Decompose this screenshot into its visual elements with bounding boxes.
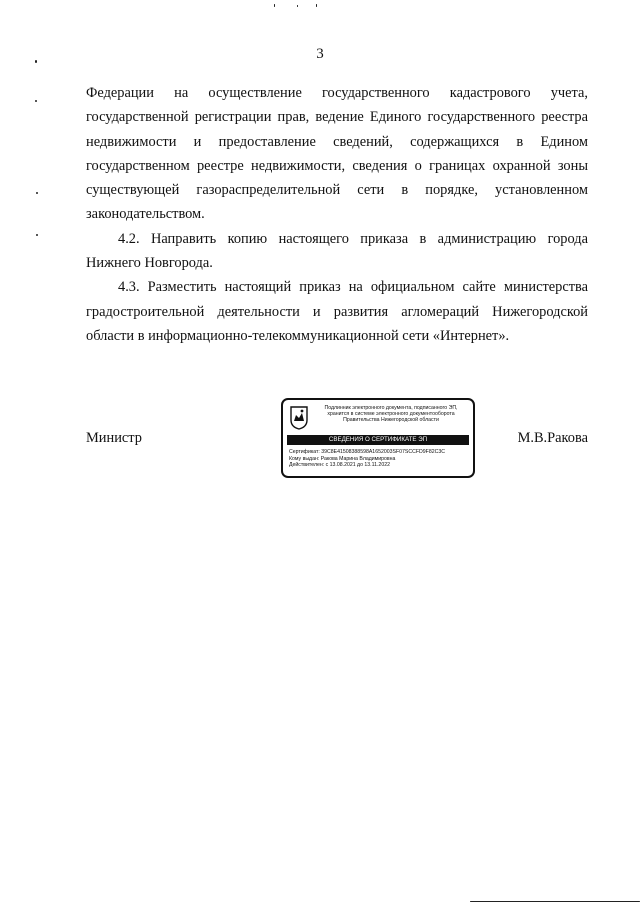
certificate-owner: Кому выдан: Ракова Марина Владимировна <box>289 455 396 462</box>
page-number: 3 <box>316 46 324 62</box>
paragraph-4-2: 4.2. Направить копию настоящего приказа в администрацию города Нижнего Новгорода. <box>86 230 588 272</box>
certificate-number: Сертификат: 39C8E41508388598A1652003SF07SCCFD9F82C3C <box>289 449 445 455</box>
certificate-validity: Действителен: с 13.08.2021 до 13.11.2022 <box>289 462 390 469</box>
scan-edge <box>470 901 640 902</box>
stamp-header-line: Подлинник электронного документа, подписанного ЭП, <box>324 405 458 411</box>
scan-mark <box>36 192 38 194</box>
scan-mark <box>274 4 275 7</box>
scan-mark <box>35 100 37 102</box>
stamp-details <box>289 449 473 469</box>
scan-mark <box>36 234 38 236</box>
coat-of-arms-icon <box>290 406 308 430</box>
document-body <box>86 81 588 348</box>
paragraph-4-3: 4.3. Разместить настоящий приказ на официальном сайте министерства градостроительной деятельности и развития агломераций Нижегородской области в информационно-телекоммуникационной сети «Интернет». <box>86 279 588 344</box>
signer-position: Министр <box>86 430 142 446</box>
scan-mark <box>316 4 317 7</box>
paragraph-continuation: Федерации на осуществление государственного кадастрового учета, государственной регистрации прав, ведение Единого государственного реестра недвижимости и предоставление сведений, содержащихся в Едином государственном реестре недвижимости, сведения о границах охранной зоны существующей газораспределительной сети в порядке, установленном законодательством. <box>86 85 588 223</box>
stamp-header-line: хранится в системе электронного документооборота <box>327 411 455 418</box>
scan-mark <box>35 60 37 63</box>
signer-name: М.В.Ракова <box>517 430 588 446</box>
scan-mark <box>297 5 298 7</box>
stamp-header <box>311 405 471 424</box>
stamp-certificate-title: СВЕДЕНИЯ О СЕРТИФИКАТЕ ЭП <box>287 435 469 445</box>
stamp-header-line: Правительства Нижегородской области <box>343 417 439 424</box>
electronic-signature-stamp <box>281 398 475 478</box>
